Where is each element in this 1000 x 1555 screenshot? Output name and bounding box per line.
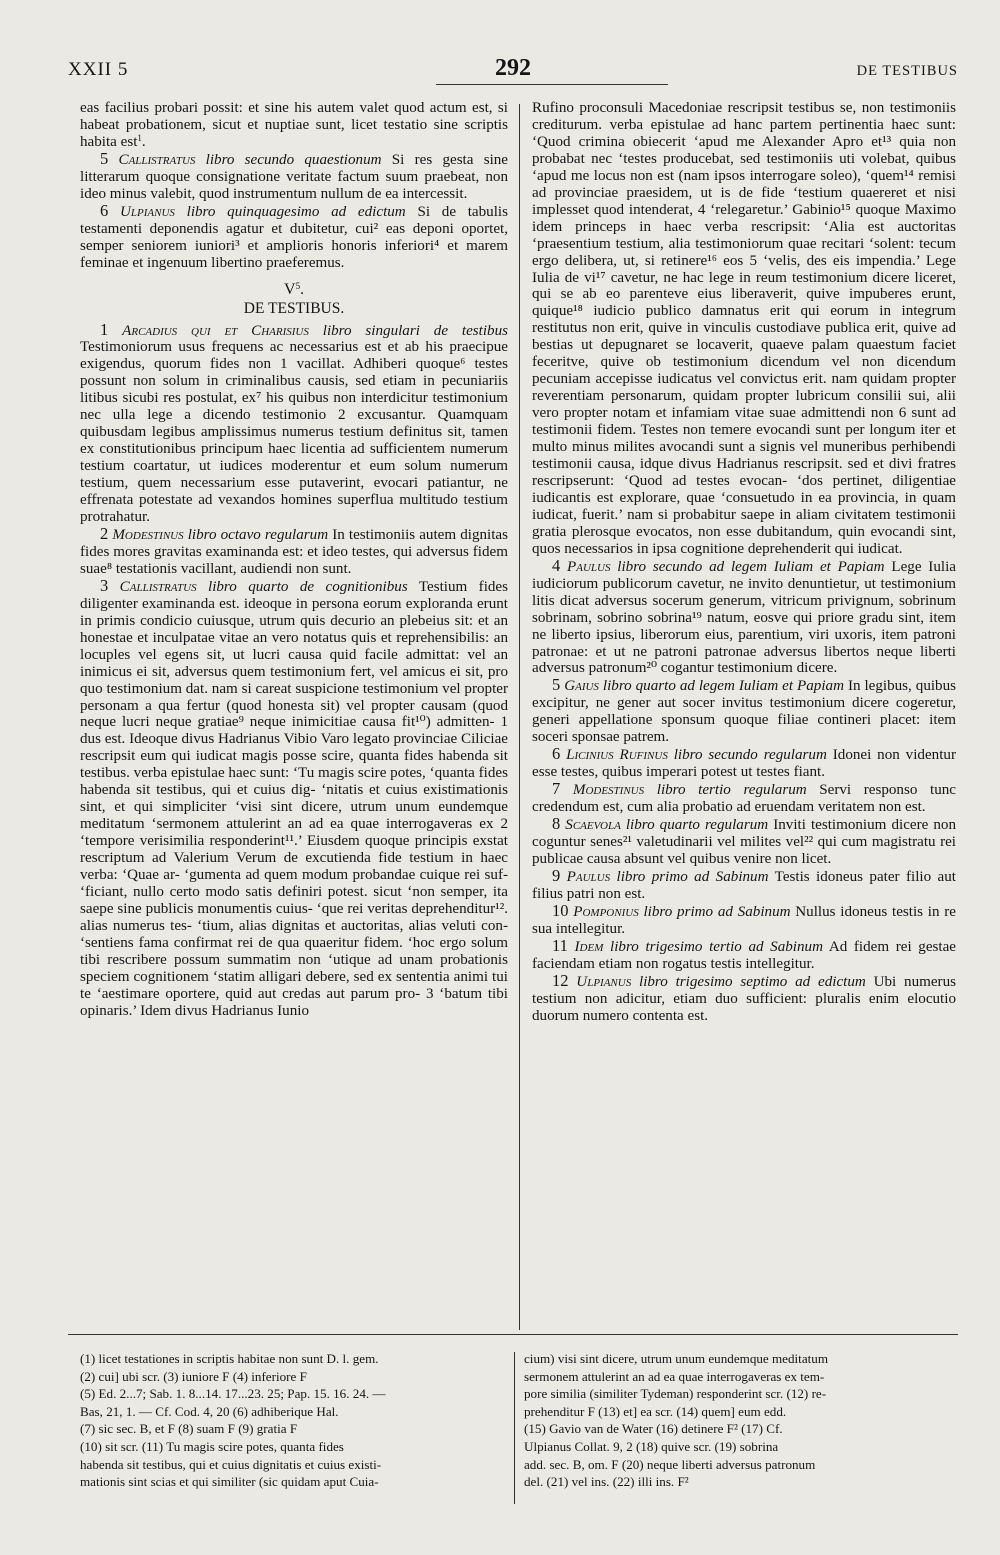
paragraph-tail: .	[141, 133, 146, 150]
fragment	[532, 970, 957, 1025]
fragment	[80, 148, 509, 203]
paragraph-text: Rufino proconsuli Macedoniae rescripsit testibus se, non testimoniis crediturum. verba epistulae ad hanc partem pertinentia haec sunt: ‘Quod crimina obiecerit ‘apud me Alexander Apro et¹³ quia non probabat nec ‘testes producebat, sed testimoniis uti volebat, quibus ‘apud me locus non est (nam ipsos interrogare soleo), ‘quem¹⁴ remisi ad provinciae praesidem, ut is de fide ‘testium quaereret et nisi implesset quod intenderat, 4 ‘relegaretur.’ Gabinio¹⁵ quoque Maximo idem princeps in haec verba rescripsit: ‘Alia est auctoritas ‘praesentium testium, alia testimoniorum quae recitari ‘solent: tecum ergo delibera, ut, si retinere¹⁶ eos 5 ‘velis, des eis impendia.’ Lege Iulia de vi¹⁷ cavetur, ne hac lege in reum testimonium dicere liceret, qui se ab eo parenteve eius liberaverit, quive impuberes erunt, quique¹⁸ iudicio publico damnatus erit qui eorum in integrum restitutus non erit, quive in vinculis custodiave publica erit, quive ad bestias ut depugnaret se locaverit, quaeve palam quaestum faciet feceritve, quive ob testimonium dicendum vel non dicendum pecuniam accepisse iudicatus vel convictus erit. nam quidam propter reverentiam personarum, quidam propter lubricum consilii sui, alii vero propter notam et infamiam vitae suae admittendi non 6 sunt ad testimonii fidem. Testes non temere evocandi sunt per longum iter et multo minus milites avocandi sunt a signis vel muneribus perhibendi testimonii causa, idque divus Hadrianus rescripsit. sed et divi fratres rescripserunt: ‘Quod ad testes evocan- ‘dos pertinet, diligentiae iudicantis est explorare, quae ‘consuetudo in ea provincia, in quam iudicat, fuerit.’ nam si probabitur saepe in aliam civitatem testimonii gratia plerosque evocatos, non esse dubitandum, quin evocandi sint, quos necessarios in ipsa cognitione deprehenderit qui iudicat.	[532, 100, 956, 557]
footnote-line: Bas, 21, 1. — Cf. Cod. 4, 20 (6) adhiberique Hal.	[80, 1403, 339, 1419]
fragment-number: 9	[552, 865, 561, 885]
running-title: DE TESTIBUS	[856, 63, 958, 79]
fragment-number: 11	[552, 935, 568, 955]
footnote-line: habenda sit testibus, qui et cuius dignitatis et cuius existi-	[80, 1456, 382, 1472]
fragment-text: Inviti testimonium dicere non coguntur senes²¹ valetudinarii vel milites vel²² qui cum magistratu rei publicae causa absunt vel quibus venire non licet.	[532, 817, 957, 867]
fragment-source: libro secundo regularum	[673, 747, 827, 764]
fragment-author: Callistratus	[119, 578, 197, 595]
fragment-author: Pomponius	[573, 903, 639, 920]
fragment-number: 12	[552, 970, 569, 990]
fragment-text: Nullus idoneus testis in re sua intellegitur.	[532, 903, 957, 937]
fragment	[532, 555, 956, 678]
left-column	[80, 100, 508, 1020]
fragment-source: libro octavo regularum	[187, 526, 329, 543]
fragment-text: Si res gesta sine litterarum quoque consignatione veritate factum suum praebeat, non ideo minus valebit, quod instrumentum nullum de ea intercessit.	[80, 151, 509, 202]
section-heading: DE TESTIBUS.	[243, 299, 345, 317]
fragment	[532, 816, 956, 868]
continued-text	[532, 100, 956, 558]
footnote-line: (5) Ed. 2...7; Sab. 1. 8...14. 17...23. 25; Pap. 15. 16. 24. —	[80, 1386, 386, 1402]
page-number: 292	[495, 55, 531, 81]
fragment-number: 2	[100, 523, 109, 543]
footnote-line: mationis sint scias et qui similiter (sic quidam aput Cuia-	[80, 1474, 379, 1490]
fragment-author: Gaius	[564, 678, 599, 695]
fragment-text: Testis idoneus pater filio aut filius patri non est.	[532, 868, 956, 902]
fragment-number: 10	[552, 900, 569, 920]
footnote-line: (7) sic sec. B, et F (8) suam F (9) gratia F	[80, 1421, 298, 1437]
fragment	[80, 319, 509, 526]
fragment-source: libro quinquagesimo ad edictum	[186, 203, 406, 220]
fragment-text: In legibus, quibus excipitur, ne gener aut socer invitus testimonium dicere cogeretur, generi appellatione sponsum quoque filiae contineri placet: item soceri sponsae patrem.	[532, 678, 957, 746]
fragment	[532, 781, 956, 816]
footnote-mark: 5	[295, 280, 301, 291]
fragment	[532, 677, 956, 746]
footnote-line: pore similia (similiter Tydeman) responderint scr. (12) re-	[524, 1386, 827, 1402]
fragment	[80, 575, 509, 1020]
footnote-line: (2) cui] ubi scr. (3) iuniore F (4) inferiore F	[80, 1368, 307, 1384]
fragment-author: Idem	[574, 938, 604, 955]
footnote-line: cium) visi sint dicere, utrum unum eundemque meditatum	[524, 1351, 829, 1366]
fragment-author: Scaevola	[565, 817, 621, 834]
fragment-author: Ulpianus	[576, 973, 632, 990]
section-number: V	[284, 280, 296, 298]
fragment-number: 7	[552, 779, 561, 799]
fragment-number: 6	[100, 200, 109, 220]
fragment-author: Arcadius qui et Charisius	[122, 322, 309, 339]
footnotes-left	[80, 1350, 510, 1491]
fragment-text: Si de tabulis testamenti deponendis agatur et dubitetur, cui² eas deponi oportet, semper seniorem iuniori³ et amplioris honoris inferiori⁴ et marem feminae et ingenuum libertino praeferemus.	[80, 203, 508, 271]
fragment-author: Paulus	[567, 558, 611, 575]
footnote-line: (10) sit scr. (11) Tu magis scire potes, quanta fides	[80, 1438, 344, 1454]
fragment-author: Licinius Rufinus	[566, 747, 668, 764]
header-rule	[436, 84, 668, 85]
fragment-text: Lege Iulia iudiciorum publicorum cavetur, ne invito denuntietur, ut testimonium litis dicat adversus socerum generum, vitricum privignum, sobrinum sobrinam, sobrino sobrina¹⁹ natum, eosve qui priore gradu sint, item ne liberto ipsius, liberorum eius, parentium, viri uxoris, item patroni patronae: et ut ne patroni patronae adversus libertos neque liberti adversus patronum²⁰ cogantur testimonium dicere.	[532, 558, 956, 677]
fragment-text: Ubi numerus testium non adicitur, etiam duo sufficient: pluralis enim elocutio duorum numero contenta est.	[532, 973, 957, 1024]
fragment	[532, 900, 957, 938]
fragment-text: Ad fidem rei gestae faciendam etiam non rogatus testis intellegitur.	[532, 938, 956, 972]
fragment-author: Paulus	[566, 868, 611, 885]
footnote-rule	[68, 1334, 958, 1335]
fragment-author: Ulpianus	[119, 203, 175, 220]
footnote-line: del. (21) vel ins. (22) illi ins. F²	[524, 1474, 689, 1490]
fragment	[532, 935, 956, 973]
footnote-line: Ulpianus Collat. 9, 2 (18) quive scr. (19) sobrina	[524, 1438, 779, 1454]
fragment	[532, 746, 956, 781]
fragment-source: libro trigesimo septimo ad edictum	[639, 973, 866, 990]
fragment	[80, 200, 508, 272]
fragment-text: In testimoniis autem dignitas fides mores gravitas examinanda est: et ideo testes, qui adversus fidem suae⁸ testationis vacillant, audiendi non sunt.	[80, 526, 509, 577]
fragment-author: Modestinus	[112, 526, 184, 543]
fragment-number: 5	[552, 675, 561, 695]
fragment-source: libro quarto ad legem Iuliam et Papiam	[602, 678, 844, 695]
fragment-source: libro singulari de testibus	[322, 322, 509, 339]
fragment-number: 4	[552, 555, 561, 575]
fragment	[80, 523, 509, 578]
page-header	[68, 55, 958, 89]
fragment-text: Idonei non videntur esse testes, quibus imperari potest ut testes fiant.	[532, 747, 956, 781]
fragment	[532, 865, 956, 903]
footnote-line: add. sec. B, om. F (20) neque liberti adversus patronum	[524, 1456, 816, 1472]
fragment-source: libro secundo quaestionum	[205, 151, 382, 168]
footnote-line: prehenditur F (13) et] ea scr. (14) quem] eum edd.	[524, 1403, 787, 1419]
footnote-line: sermonem attulerint an ad ea quae interrogaveras ex tem-	[524, 1368, 825, 1384]
book-title-reference: XXII 5	[68, 59, 129, 80]
fragment-source: libro tertio regularum	[656, 782, 807, 799]
fragment-number: 8	[552, 814, 561, 834]
fragment-source: libro primo ad Sabinum	[616, 868, 769, 885]
fragment-source: libro quarto de cognitionibus	[208, 578, 408, 595]
fragment-author: Modestinus	[572, 782, 645, 799]
column-divider	[519, 104, 520, 1330]
right-column	[532, 100, 956, 1024]
continued-text	[80, 100, 508, 151]
fragment-number: 3	[100, 575, 109, 595]
fragment-source: libro primo ad Sabinum	[643, 903, 791, 920]
fragment-source: libro trigesimo tertio ad Sabinum	[610, 938, 823, 955]
fragment-source: libro secundo ad legem Iuliam et Papiam	[617, 558, 885, 575]
fragment-number: 5	[100, 148, 109, 168]
fragment-number: 1	[100, 319, 109, 339]
footnote-divider	[514, 1352, 515, 1504]
footnotes-right	[524, 1350, 956, 1491]
footnote-line: (15) Gavio van de Water (16) detinere F² (17) Cf.	[524, 1421, 783, 1437]
fragment-source: libro quarto regularum	[625, 817, 769, 834]
fragment-text: Servi responso tunc credendum est, cum alia probatio ad eruendam veritatem non est.	[532, 782, 956, 816]
paragraph-text: eas facilius probari possit: et sine his autem valet quod actum est, si habeat probationem, sicut et nuptiae sunt, licet testatio sine scriptis habita est	[80, 100, 508, 150]
fragment-number: 6	[552, 744, 561, 764]
fragment-text: Testimoniorum usus frequens ac necessarius est et ab his praecipue exigendus, quorum fides non 1 vacillat. Adhiberi quoque⁶ testes possunt non solum in criminalibus causis, sed etiam in pecuniariis litibus sicubi res postulat, ex⁷ his quibus non interdicitur testimonium nec ulla lege a dicendo testimonio 2 excusantur. Quamquam quibusdam legibus amplissimus numerus testium definitus sit, tamen ex constitutionibus principum haec licentia ad sufficientem numerum testium coartatur, ut iudices moderentur et eum solum numerum testium, quem necessarium esse putaverint, evocari patiantur, ne effrenata potestate ad vexandos homines superflua multitudo testium protrahatur.	[80, 339, 508, 526]
fragment-text: Testium fides diligenter examinanda est. ideoque in persona eorum exploranda erunt in primis condicio cuiusque, utrum quis decurio an plebeius sit: et an honestae et inculpatae vitae an vero notatus quis et reprehensibilis: an locuples vel egens sit, ut lucri causa quid facile admittat: vel an inimicus ei sit, adversus quem testimonium fert, vel amicus ei sit, pro quo testimonium dat. nam si careat suspicione testimonium vel propter personam a qua fertur (quod honesta sit) vel propter causam (quod neque lucri neque gratiae⁹ neque inimicitiae causa fit¹⁰) admitten- 1 dus est. Ideoque divus Hadrianus Vibio Varo legato provinciae Ciliciae rescripsit eum qui iudicat magis posse scire, quanta fides habenda sit testibus. verba epistulae haec sunt: ‘Tu magis scire potes, ‘quanta fides habenda sit testibus, qui et cuius dig- ‘nitatis et cuius existimationis sint, et qui simpliciter ‘visi sint dicere, utrum unum eundemque meditatum ‘sermonem attulerint an ad ea quae interrogaveras ex 2 ‘tempore verisimilia responderint¹¹.’ Eiusdem quoque principis exstat rescriptum ad Valerium Verum de excutienda fide testium in haec verba: ‘Quae ar- ‘gumenta ad quem modum probandae cuique rei suf- ‘ficiant, nullo certo modo satis definiri potest. sicut ‘non semper, ita saepe sine publicis monumentis cuius- ‘que rei veritas deprehenditur¹². alias numerus tes- ‘tium, alias dignitas et auctoritas, alias veluti con- ‘sentiens fama confirmat rei de qua quaeritur fidem. ‘hoc ergo solum tibi rescribere possum summatim non ‘utique ad unam probationis speciem cognitionem ‘statim alligari debere, sed ex sententia animi tui te ‘aestimare oportere, quid aut credas aut parum pro- 3 ‘batum tibi opinaris.’ Idem divus Hadrianus Iunio	[80, 578, 509, 1019]
fragment-author: Callistratus	[118, 151, 196, 168]
footnote-line: (1) licet testationes in scriptis habitae non sunt D. l. gem.	[80, 1351, 379, 1366]
section-title: $V^5$. DE TESTIBUS.	[243, 280, 345, 317]
footnote-mark: 1	[137, 132, 142, 143]
